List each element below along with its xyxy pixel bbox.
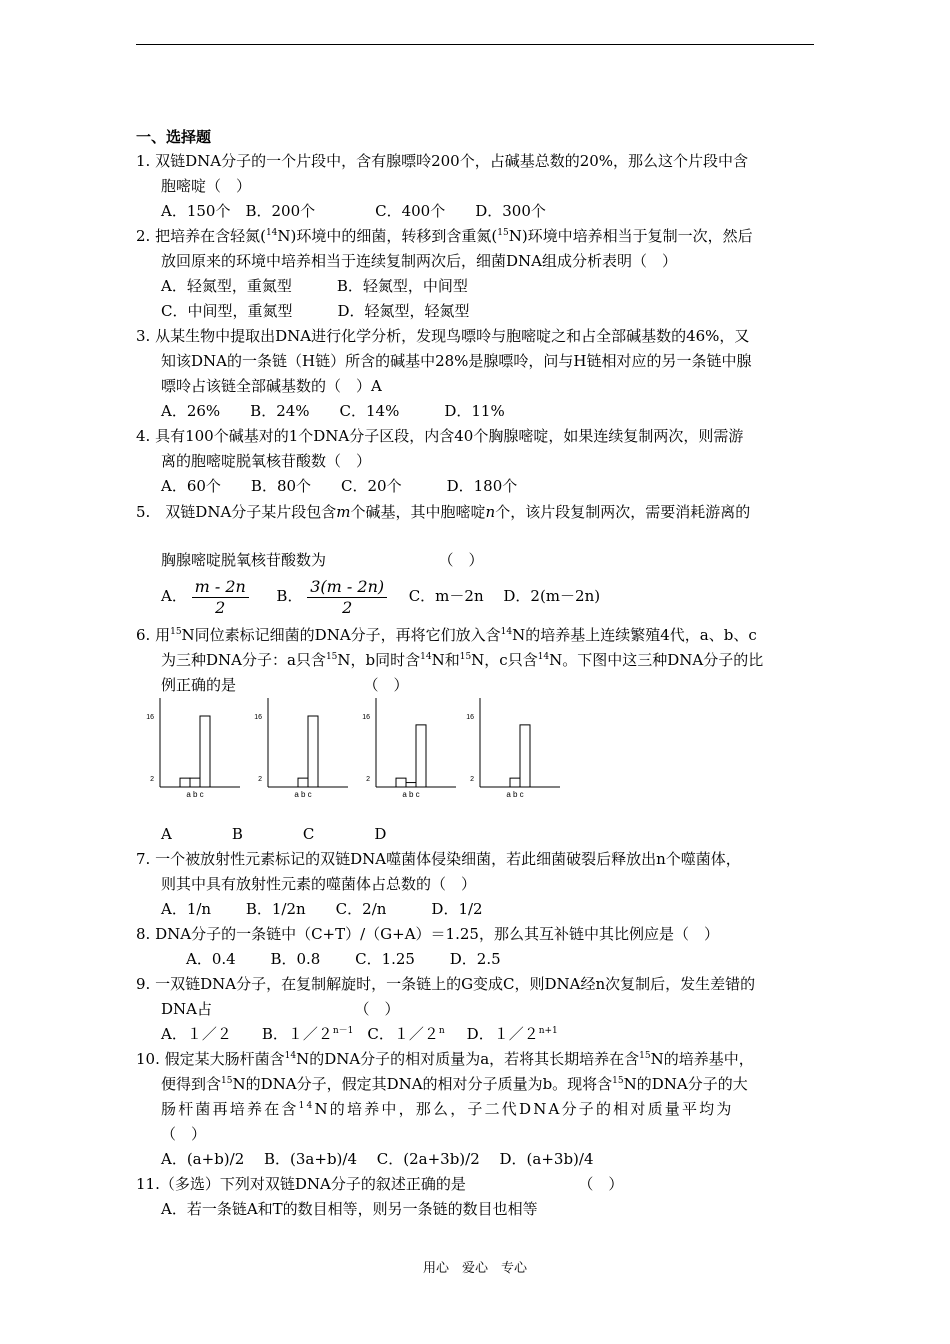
q5-options: A． $\frac{m - 2n}{2}$ B． $\frac{3(m - 2n)}{2}$ C．m－2n D．2(m－2n)	[161, 576, 601, 617]
fraction-a: $\frac{m - 2n}{2}$	[192, 577, 249, 618]
bar-b	[298, 778, 308, 787]
q3-options: A．26% B．24% C．14% D．11%	[161, 402, 505, 420]
q7-options: A．1/n B．1/2n C．2/n D．1/2	[161, 900, 483, 918]
q2-options1: A．轻氮型，重氮型 B．轻氮型，中间型	[161, 277, 468, 295]
q3-line3: 嘌呤占该链全部碱基数的（ ）A	[161, 377, 382, 395]
q10-options: A．(a+b)/2 B．(3a+b)/4 C．(2a+3b)/2 D．(a+3b)/4	[161, 1150, 594, 1168]
q4-line1: 4. 具有100个碱基对的1个DNA分子区段，内含40个胸腺嘧啶，如果连续复制两次，则需游	[136, 427, 744, 445]
y-tick-label: 16	[362, 714, 370, 721]
q6-line2: 为三种DNA分子：a只含$^{15}$N，b同时含$^{14}$N和$^{15}$N，c只含$^{14}$N。下图中这三种DNA分子的比	[161, 651, 764, 669]
bar-b	[190, 778, 200, 787]
q8-options: A．0.4 B．0.8 C．1.25 D．2.5	[186, 950, 501, 968]
q9-line2: DNA占 （ ）	[161, 1000, 400, 1018]
chart-a	[142, 690, 252, 800]
q10-line2: 便得到含$^{15}$N的DNA分子，假定其DNA的相对分子质量为b。现将含$^{15}$N的DNA分子的大	[161, 1075, 748, 1093]
q3-line1: 3. 从某生物中提取出DNA进行化学分析，发现鸟嘌呤与胞嘧啶之和占全部碱基数的46%，又	[136, 327, 750, 345]
y-tick-label: 16	[146, 714, 154, 721]
q5-line1: 5. 双链DNA分子某片段包含m个碱基，其中胞嘧啶n个，该片段复制两次，需要消耗游离的	[136, 503, 751, 521]
fraction-b: $\frac{3(m - 2n)}{2}$	[307, 577, 387, 618]
section-title: 一、选择题	[136, 128, 212, 146]
x-tick-labels: a b c	[506, 790, 524, 799]
bar-b	[510, 778, 520, 787]
q10-line3: 肠杆菌再培养在含$^{14}$N的培养中，那么，子二代DNA分子的相对质量平均为	[161, 1100, 734, 1118]
q9-options: A．１／２ B．$1/2^{n-1}$ C．１／２$^n$ D．$1/2^{n+1}$	[161, 1025, 558, 1043]
q1-line1: 1. 双链DNA分子的一个片段中，含有腺嘌呤200个，占碱基总数的20%，那么这个片段中含	[136, 152, 749, 170]
x-tick-labels: a b c	[402, 790, 420, 799]
q11-line1: 11.（多选）下列对双链DNA分子的叙述正确的是 （ ）	[136, 1175, 624, 1193]
bar-c	[200, 716, 210, 787]
q9-line1: 9. 一双链DNA分子，在复制解旋时，一条链上的G变成C，则DNA经n次复制后，发生差错的	[136, 975, 756, 993]
x-tick-labels: a b c	[186, 790, 204, 799]
q10-line4: （ ）	[161, 1125, 207, 1143]
y-tick-label: 2	[366, 776, 370, 784]
chart-b	[250, 690, 360, 800]
bar-c	[308, 716, 318, 787]
q4-options: A．60个 B．80个 C．20个 D．180个	[161, 477, 518, 495]
q6-line1: 6. 用$^{15}$N同位素标记细菌的DNA分子，再将它们放入含$^{14}$N的培养基上连续繁殖4代，a、b、c	[136, 626, 757, 644]
bar-c	[520, 725, 530, 787]
q10-line1: 10. 假定某大肠杆菌含$^{14}$N的DNA分子的相对质量为a，若将其长期培养在含$^{15}$N的培养基中，	[136, 1050, 754, 1068]
header-rule	[136, 44, 814, 45]
q8-line1: 8. DNA分子的一条链中（C+T）/（G+A）＝1.25，那么其互补链中其比例应是（ ）	[136, 925, 719, 943]
y-tick-label: 16	[466, 714, 474, 721]
q2-line2: 放回原来的环境中培养相当于连续复制两次后，细菌DNA组成分析表明（ ）	[161, 252, 677, 270]
q7-line2: 则其中具有放射性元素的噬菌体占总数的（ ）	[161, 875, 477, 893]
q6-options: A B C D	[161, 825, 387, 843]
q6-line3: 例正确的是 （ ）	[161, 676, 409, 694]
q2-line1: 2. 把培养在含轻氮($^{14}$N)环境中的细菌，转移到含重氮($^{15}$N)环境中培养相当于复制一次，然后	[136, 227, 753, 245]
q11-option-a: A．若一条链A和T的数目相等，则另一条链的数目也相等	[161, 1200, 538, 1218]
y-tick-label: 2	[470, 776, 474, 784]
chart-d	[462, 690, 572, 800]
q1-line2: 胞嘧啶（ ）	[161, 177, 252, 195]
page-footer: 用心 爱心 专心	[422, 1261, 527, 1276]
x-tick-labels: a b c	[294, 790, 312, 799]
chart-c	[358, 690, 468, 800]
q7-line1: 7. 一个被放射性元素标记的双链DNA噬菌体侵染细菌，若此细菌破裂后释放出n个噬菌体，	[136, 850, 741, 868]
q2-options2: C．中间型，重氮型 D．轻氮型，轻氮型	[161, 302, 470, 320]
q5-line2: 胸腺嘧啶脱氧核苷酸数为 （ ）	[161, 551, 484, 569]
y-tick-label: 16	[254, 714, 262, 721]
q1-options: A．150个 B．200个 C．400个 D．300个	[161, 202, 546, 220]
bar-a	[180, 778, 190, 787]
q3-line2: 知该DNA的一条链（H链）所含的碱基中28%是腺嘌呤，问与H链相对应的另一条链中腺	[161, 352, 752, 370]
bar-b	[406, 783, 416, 787]
y-tick-label: 2	[258, 776, 262, 784]
y-tick-label: 2	[150, 776, 154, 784]
bar-a	[396, 778, 406, 787]
bar-c	[416, 725, 426, 787]
q4-line2: 离的胞嘧啶脱氧核苷酸数（ ）	[161, 452, 372, 470]
